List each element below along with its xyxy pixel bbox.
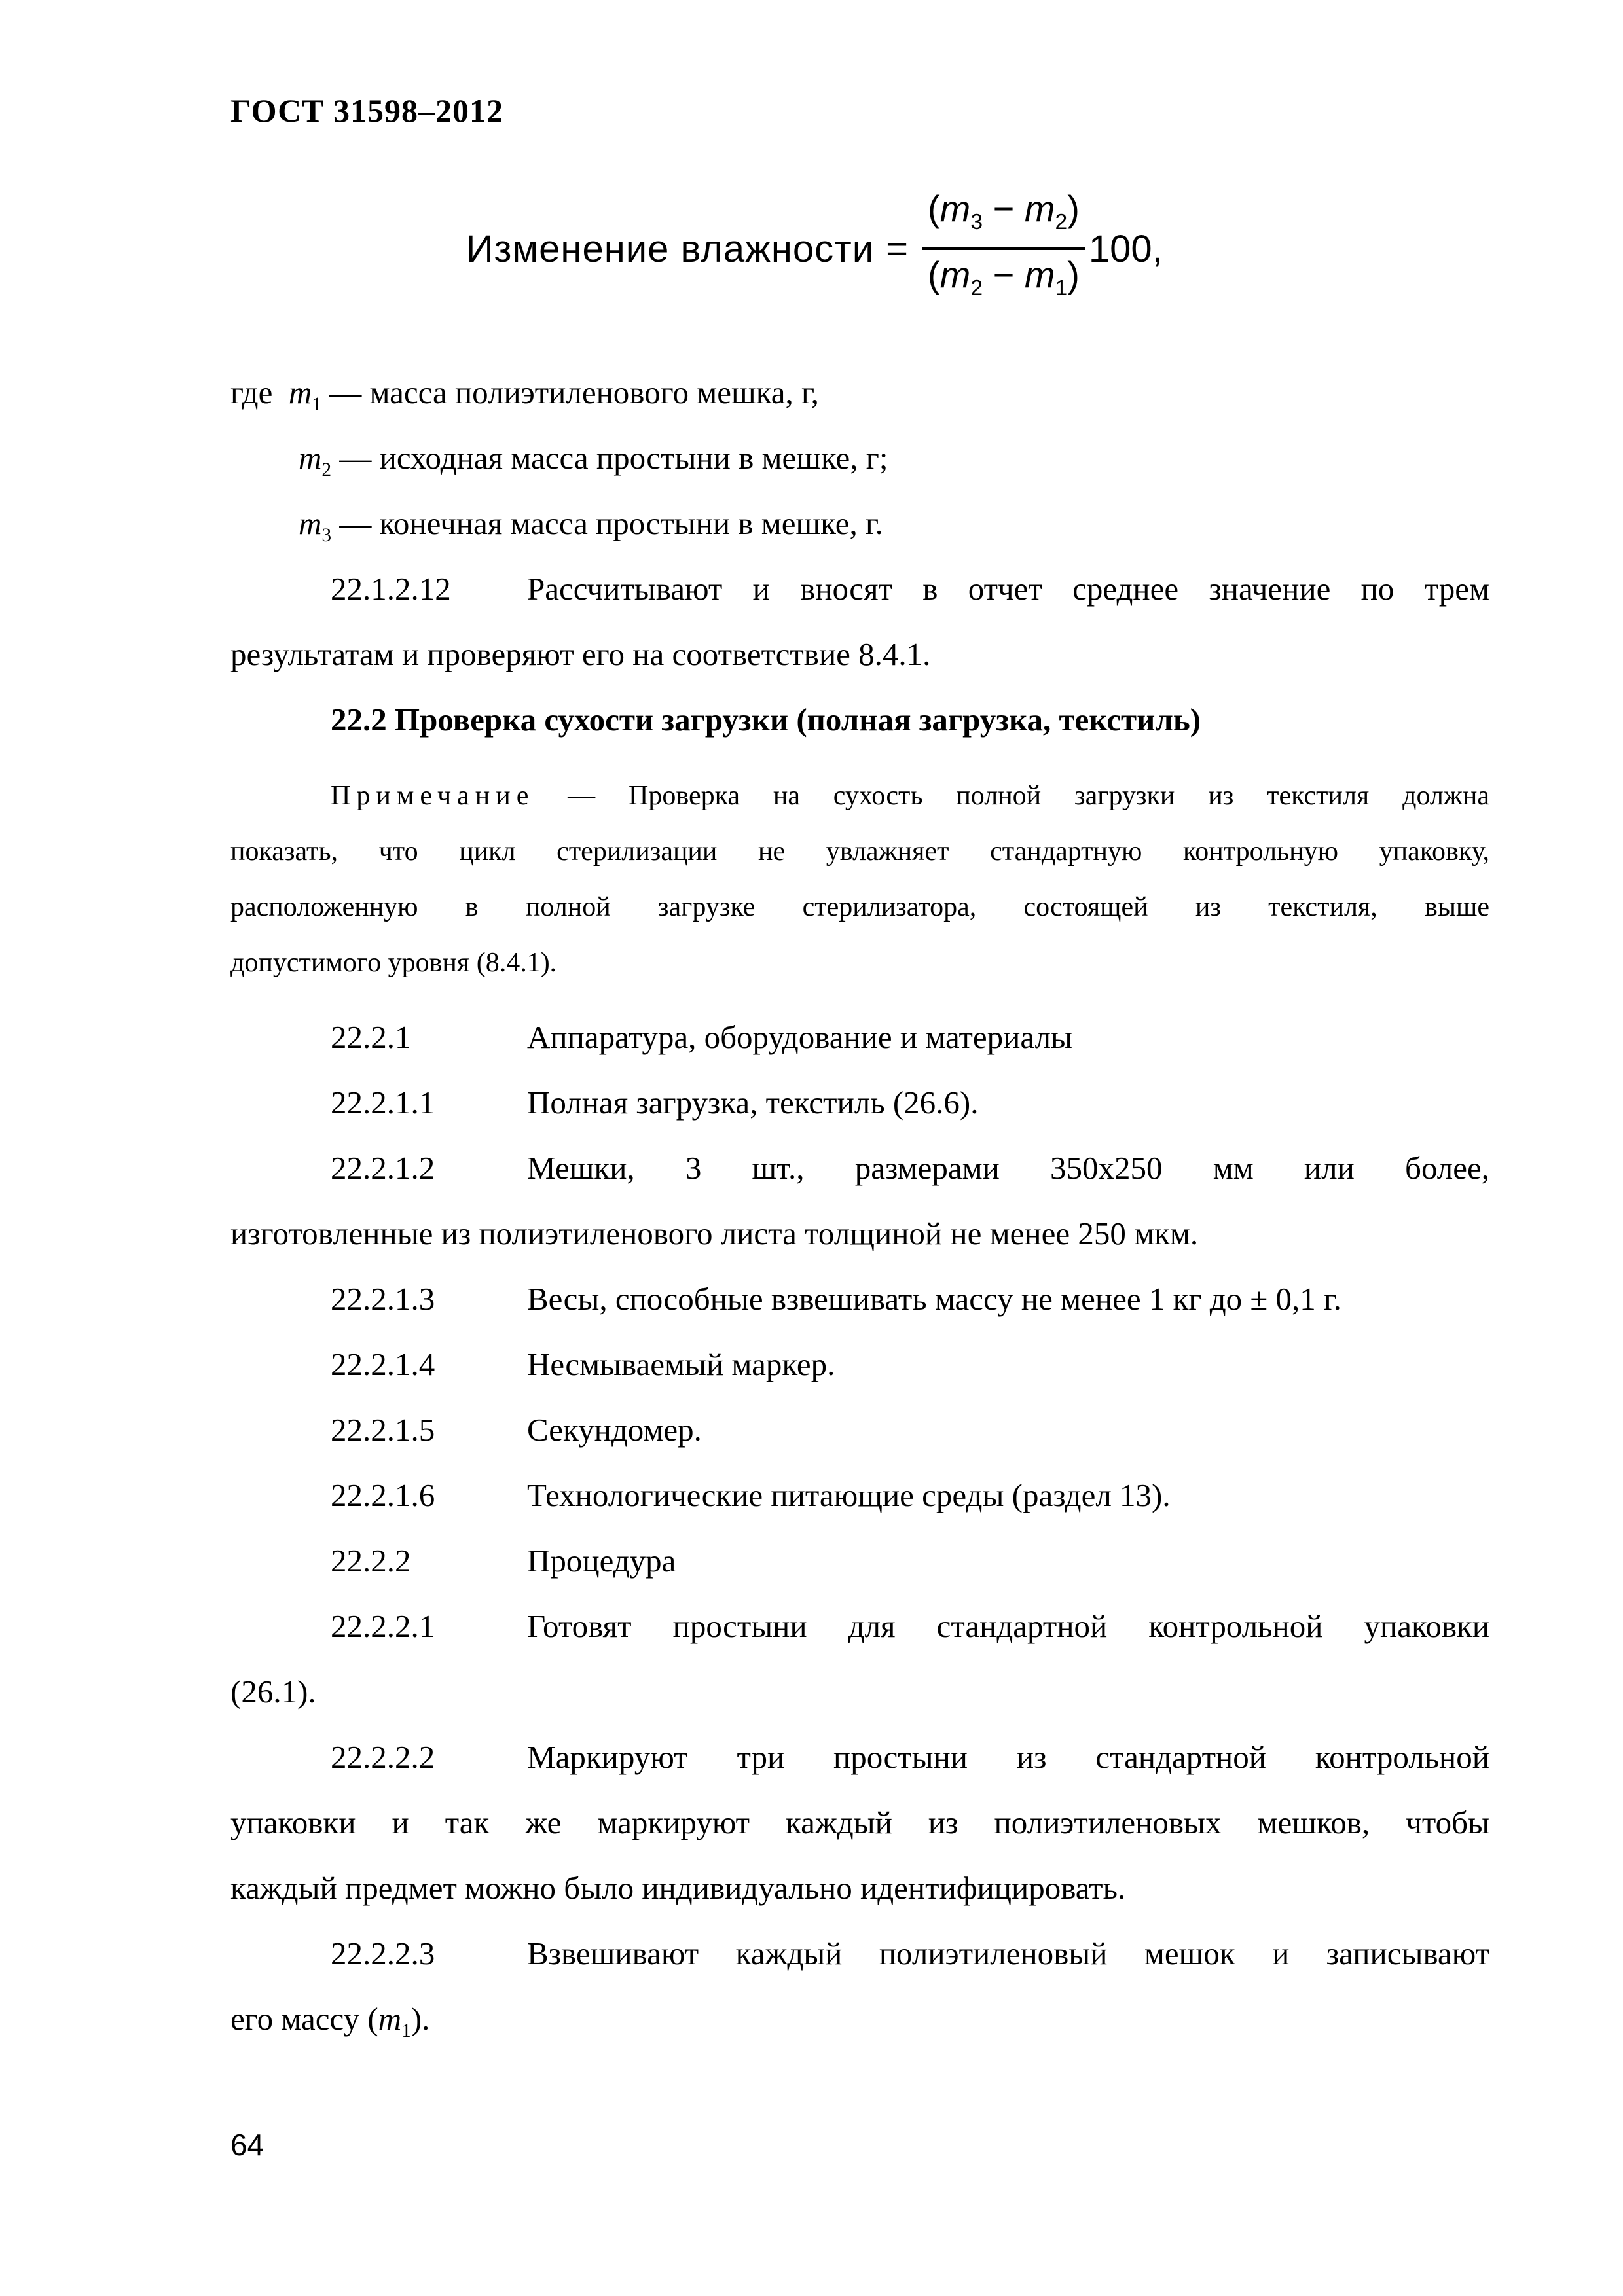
clause-22-2-2-2-line2: упаковки и так же маркируют каждый из полиэтиленовых мешков, чтобы (230, 1804, 1489, 1840)
formula-numerator: $(m_3 - m_2)$ (928, 187, 1080, 234)
clause-22-2-1-5: 22.2.1.5 Секундомер. (331, 1412, 702, 1448)
where-item-3: $m_3$ — конечная масса простыни в мешке, г. (299, 505, 883, 546)
clause-22-2-2-3-line2: его массу $(m_1)$. (230, 2001, 430, 2041)
page-header: ГОСТ 31598–2012 (230, 92, 504, 129)
formula-multiplier: 100, (1088, 227, 1163, 270)
clause-22-2-1-1: 22.2.1.1 Полная загрузка, текстиль (26.6). (331, 1085, 979, 1121)
clause-22-2-2: 22.2.2 Процедура (331, 1543, 676, 1579)
clause-22-1-2-12-line2: результатам и проверяют его на соответствие 8.4.1. (230, 636, 931, 672)
clause-22-2-1-2-line2: изготовленные из полиэтиленового листа толщиной не менее 250 мкм. (230, 1215, 1199, 1251)
clause-22-2-2-2-line1: 22.2.2.2 Маркируют три простыни из стандартной контрольной (331, 1739, 1489, 1775)
clause-22-2-1: 22.2.1 Аппаратура, оборудование и материалы (331, 1019, 1072, 1055)
formula-equals: = (886, 227, 909, 270)
clause-22-2-2-1-line2: (26.1). (230, 1674, 316, 1710)
clause-22-1-2-12-line1: 22.1.2.12 Рассчитывают и вносят в отчет среднее значение по трем (331, 571, 1489, 607)
clause-22-2-1-4: 22.2.1.4 Несмываемый маркер. (331, 1346, 835, 1382)
clause-22-2-1-3: 22.2.1.3 Весы, способные взвешивать массу не менее 1 кг до ± 0,1 г. (331, 1281, 1341, 1317)
where-item-1: где $m_1$ — масса полиэтиленового мешка, г, (230, 374, 819, 415)
section-heading-22-2: 22.2 Проверка сухости загрузки (полная загрузка, текстиль) (331, 702, 1201, 738)
page-number: 64 (230, 2128, 264, 2162)
clause-22-2-2-1-line1: 22.2.2.1 Готовят простыни для стандартной контрольной упаковки (331, 1608, 1489, 1644)
note-line-3: расположенную в полной загрузке стерилизатора, состоящей из текстиля, выше (230, 892, 1489, 922)
note-line-2: показать, что цикл стерилизации не увлажняет стандартную контрольную упаковку, (230, 836, 1489, 867)
where-item-2: $m_2$ — исходная масса простыни в мешке, г; (299, 440, 888, 480)
note-line-1: Примечание — Проверка на сухость полной загрузки из текстиля должна (331, 781, 1489, 811)
clause-22-2-1-6: 22.2.1.6 Технологические питающие среды (раздел 13). (331, 1477, 1171, 1513)
note-line-4: допустимого уровня (8.4.1). (230, 948, 557, 978)
clause-22-2-2-2-line3: каждый предмет можно было индивидуально идентифицировать. (230, 1870, 1126, 1906)
formula-denominator: $(m_2 - m_1)$ (928, 254, 1080, 301)
formula-fraction (922, 184, 1085, 314)
moisture-change-formula (466, 187, 1163, 308)
formula-lhs: Изменение влажности (466, 227, 875, 270)
clause-22-2-2-3-line1: 22.2.2.3 Взвешивают каждый полиэтиленовый мешок и записывают (331, 1935, 1489, 1971)
clause-22-2-1-2-line1: 22.2.1.2 Мешки, 3 шт., размерами 350х250 мм или более, (331, 1150, 1489, 1186)
